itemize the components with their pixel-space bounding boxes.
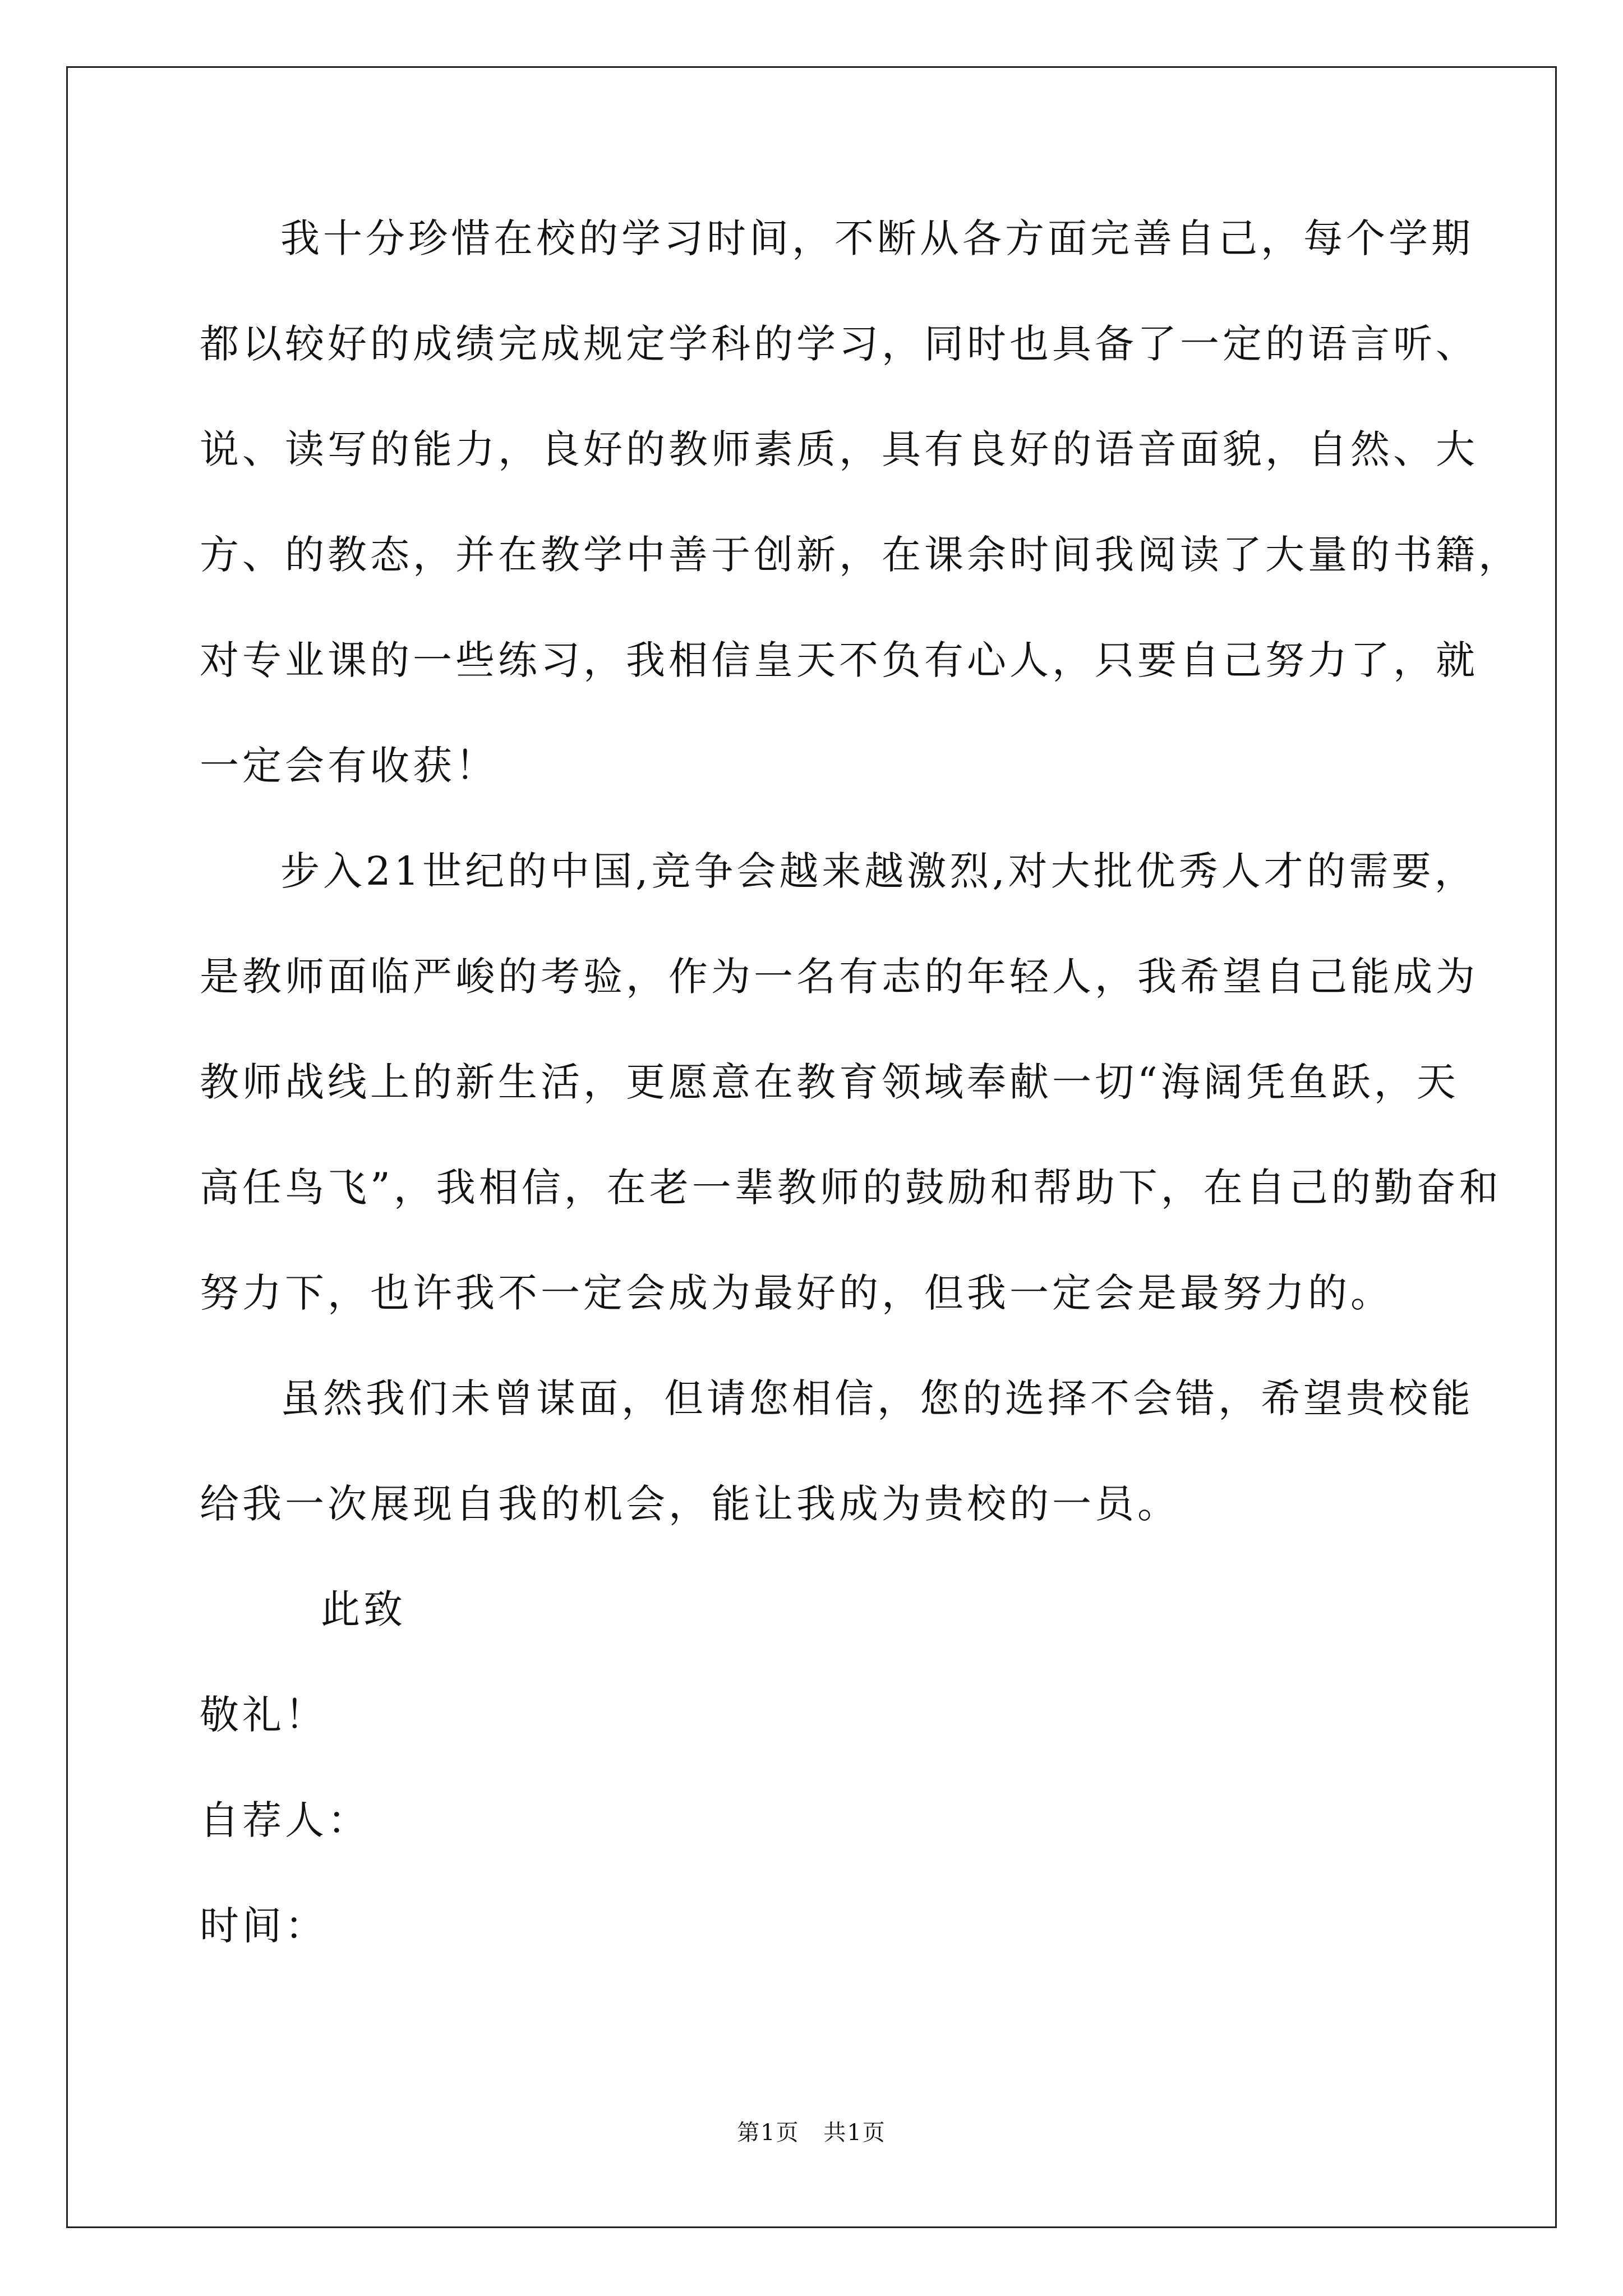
- date-label: 时间：: [200, 1903, 328, 1949]
- paragraph-line: 一定会有收获！: [200, 743, 498, 789]
- paragraph-line: 我十分珍惜在校的学习时间，不断从各方面完善自己，每个学期: [280, 215, 1474, 261]
- page-number: 第1页: [737, 2120, 800, 2146]
- paragraph-line: 说、读写的能力，良好的教师素质，具有良好的语音面貌，自然、大: [200, 426, 1478, 472]
- page-footer: [0, 2116, 1623, 2150]
- closing-salutation: 此致: [321, 1586, 406, 1632]
- page-total: 共1页: [823, 2120, 886, 2146]
- closing-regards: 敬礼！: [200, 1692, 328, 1738]
- paragraph-line: 步入21世纪的中国,竞争会越来越激烈,对大批优秀人才的需要，: [280, 848, 1477, 894]
- paragraph-line: 对专业课的一些练习，我相信皇天不负有心人，只要自己努力了，就: [200, 637, 1478, 683]
- paragraph-line: 方、的教态，并在教学中善于创新，在课余时间我阅读了大量的书籍，: [200, 532, 1521, 578]
- paragraph-line: 是教师面临严峻的考验，作为一名有志的年轻人，我希望自己能成为: [200, 954, 1478, 1000]
- paragraph-line: 虽然我们未曾谋面，但请您相信，您的选择不会错，希望贵校能: [280, 1375, 1474, 1421]
- paragraph-line: 教师战线上的新生活，更愿意在教育领域奉献一切“海阔凭鱼跃，天: [200, 1059, 1459, 1105]
- paragraph-line: 高任鸟飞”，我相信，在老一辈教师的鼓励和帮助下，在自己的勤奋和: [200, 1165, 1502, 1211]
- paragraph-line: 都以较好的成绩完成规定学科的学习，同时也具备了一定的语言听、: [200, 321, 1478, 367]
- signature-label: 自荐人：: [200, 1797, 370, 1843]
- paragraph-line: 努力下，也许我不一定会成为最好的，但我一定会是最努力的。: [200, 1270, 1393, 1316]
- paragraph-line: 给我一次展现自我的机会，能让我成为贵校的一员。: [200, 1481, 1180, 1527]
